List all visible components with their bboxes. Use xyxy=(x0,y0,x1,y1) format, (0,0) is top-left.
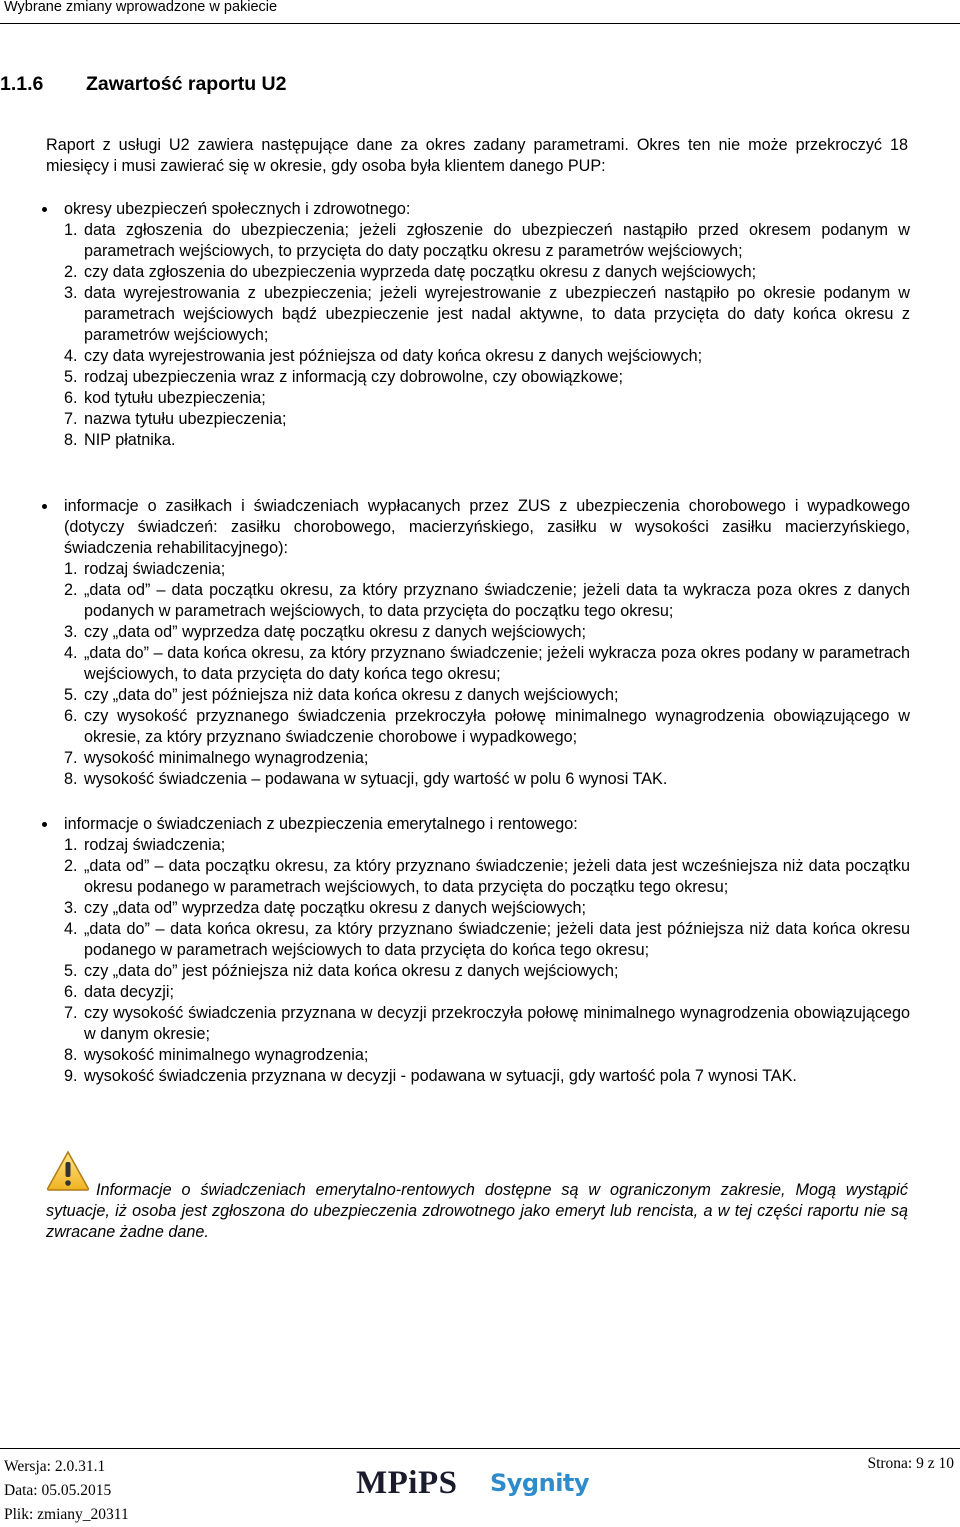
list-item: 7. wysokość minimalnego wynagrodzenia; xyxy=(64,749,369,767)
list-item: 4. „data do” – data końca okresu, za który przyznano świadczenie; jeżeli wykracza poza okres podany w parametrach wejściowych, to data przycięta do daty końca tego okresu; xyxy=(64,644,910,683)
bullet-block-sickness-benefits xyxy=(40,496,910,790)
footer-meta xyxy=(4,1455,129,1527)
warning-note xyxy=(46,1180,908,1243)
numbered-list xyxy=(40,220,910,451)
bullet-block-pension-benefits xyxy=(40,814,910,1087)
list-item: 8. NIP płatnika. xyxy=(64,431,176,449)
list-item: 6. kod tytułu ubezpieczenia; xyxy=(64,389,266,407)
bullet-block-insurance xyxy=(40,199,910,451)
intro-paragraph: Raport z usługi U2 zawiera następujące dane za okres zadany parametrami. Okres ten nie może przekroczyć 18 miesięcy i musi zawierać się w okresie, gdy osoba była klientem danego PUP: xyxy=(46,136,908,175)
bullet-item xyxy=(40,814,910,835)
bullet-icon xyxy=(42,504,47,509)
bullet-text: informacje o zasiłkach i świadczeniach wypłacanych przez ZUS z ubezpieczenia chorobowego i wypadkowego (dotyczy świadczeń: zasiłku chorobowego, macierzyńskiego, zasiłku w wysokości zasiłku macierzyńskiego, świadczenia rehabilitacyjnego): xyxy=(64,497,910,557)
footer-date: Data: 05.05.2015 xyxy=(4,1482,112,1499)
list-item: 5. czy „data do” jest późniejsza niż data końca okresu z danych wejściowych; xyxy=(64,962,619,980)
list-item: 2. „data od” – data początku okresu, za który przyznano świadczenie; jeżeli data jest wcześniejsza niż data początku okresu podanego w parametrach wejściowych, to data przycięta do początku tego okresu; xyxy=(64,857,910,896)
bullet-text: informacje o świadczeniach z ubezpieczenia emerytalnego i rentowego: xyxy=(64,815,578,833)
list-item: 6. data decyzji; xyxy=(64,983,174,1001)
list-item: 8. wysokość świadczenia – podawana w sytuacji, gdy wartość w polu 6 wynosi TAK. xyxy=(64,770,668,788)
section-title: Zawartość raportu U2 xyxy=(86,73,287,95)
bullet-item xyxy=(40,199,910,220)
list-item: 5. rodzaj ubezpieczenia wraz z informacją czy dobrowolne, czy obowiązkowe; xyxy=(64,368,623,386)
list-item: 7. nazwa tytułu ubezpieczenia; xyxy=(64,410,287,428)
numbered-list xyxy=(40,835,910,1087)
list-item: 3. data wyrejestrowania z ubezpieczenia; jeżeli wyrejestrowanie z ubezpieczeń nastąpiło po okresie podanym w parametrach wejściowych bądź ubezpieczenie jest nadal aktywne, to data przycięta do daty końca okresu z parametrów wejściowych; xyxy=(64,284,910,344)
list-item: 6. czy wysokość przyznanego świadczenia przekroczyła połowę minimalnego wynagrodzenia obowiązującego w okresie, za który przyznano świadczenie chorobowe i wypadkowego; xyxy=(64,707,910,746)
header-title: Wybrane zmiany wprowadzone w pakiecie xyxy=(4,0,278,15)
page-footer xyxy=(0,1448,960,1525)
list-item: 4. „data do” – data końca okresu, za który przyznano świadczenie; jeżeli data jest późniejsza niż data końca okresu podanego w parametrach wejściowych to data przycięta do końca tego okresu; xyxy=(64,920,910,959)
section-number: 1.1.6 xyxy=(0,73,44,95)
list-item: 5. czy „data do” jest późniejsza niż data końca okresu z danych wejściowych; xyxy=(64,686,619,704)
page-header xyxy=(0,0,960,24)
section-heading xyxy=(0,73,286,96)
list-item: 1. data zgłoszenia do ubezpieczenia; jeżeli zgłoszenie do ubezpieczeń nastąpiło przed okresem podanym w parametrach wejściowych, to przycięta do daty początku okresu z parametrów wejściowych; xyxy=(64,221,910,260)
list-item: 3. czy „data od” wyprzedza datę początku okresu z danych wejściowych; xyxy=(64,899,587,917)
bullet-text: okresy ubezpieczeń społecznych i zdrowotnego: xyxy=(64,200,411,218)
list-item: 2. czy data zgłoszenia do ubezpieczenia wyprzeda datę początku okresu z danych wejściowych; xyxy=(64,263,757,281)
list-item: 9. wysokość świadczenia przyznana w decyzji - podawana w sytuacji, gdy wartość pola 7 wynosi TAK. xyxy=(64,1067,797,1085)
mpips-logo: MPiPS xyxy=(356,1465,458,1501)
footer-version: Wersja: 2.0.31.1 xyxy=(4,1458,106,1475)
list-item: 3. czy „data od” wyprzedza datę początku okresu z danych wejściowych; xyxy=(64,623,587,641)
list-item: 4. czy data wyrejestrowania jest późniejsza od daty końca okresu z danych wejściowych; xyxy=(64,347,703,365)
numbered-list xyxy=(40,559,910,790)
bullet-icon xyxy=(42,207,47,212)
bullet-icon xyxy=(42,822,47,827)
list-item: 8. wysokość minimalnego wynagrodzenia; xyxy=(64,1046,369,1064)
footer-file: Plik: zmiany_20311 xyxy=(4,1506,129,1523)
list-item: 7. czy wysokość świadczenia przyznana w decyzji przekroczyła połowę minimalnego wynagrodzenia obowiązującego w danym okresie; xyxy=(64,1004,910,1043)
footer-page-number: Strona: 9 z 10 xyxy=(867,1455,954,1472)
note-text: Informacje o świadczeniach emerytalno-rentowych dostępne są w ograniczonym zakresie, Mogą wystąpić sytuacje, iż osoba jest zgłoszona do ubezpieczenia zdrowotnego jako emeryt lub rencista, a w tej części raportu nie są zwracane żadne dane. xyxy=(46,1181,908,1241)
bullet-item xyxy=(40,496,910,559)
list-item: 1. rodzaj świadczenia; xyxy=(64,560,226,578)
sygnity-logo: Sygnity xyxy=(490,1469,590,1497)
list-item: 2. „data od” – data początku okresu, za który przyznano świadczenie; jeżeli data ta wykracza poza okres z danych podanych w parametrach wejściowych, to data przycięta do początku tego okresu; xyxy=(64,581,910,620)
list-item: 1. rodzaj świadczenia; xyxy=(64,836,226,854)
